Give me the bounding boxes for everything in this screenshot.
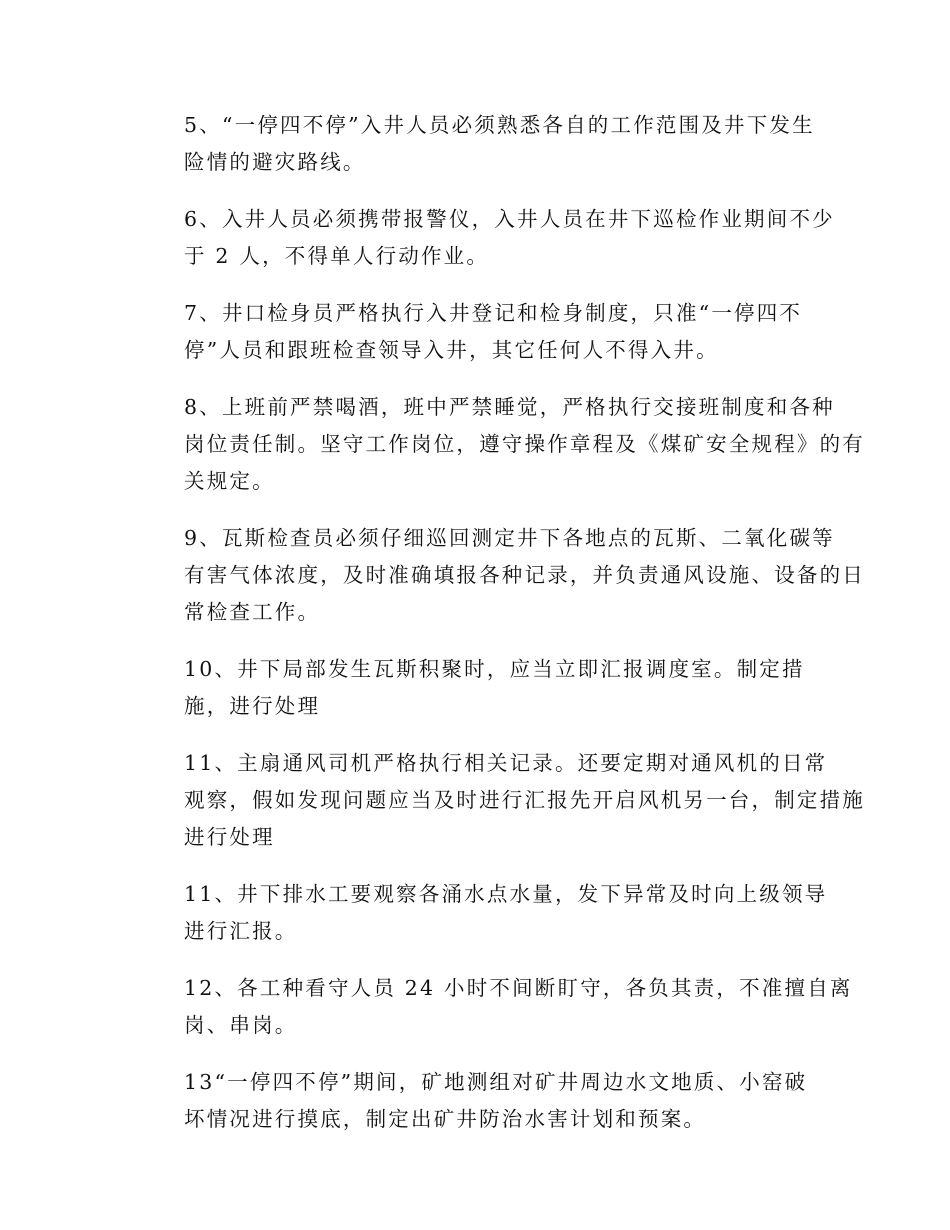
paragraph-line: 11、井下排水工要观察各涌水点水量，发下异常及时向上级领导 [184, 882, 828, 906]
paragraph-line: 岗位责任制。坚守工作岗位，遵守操作章程及《煤矿安全规程》的有 [184, 432, 865, 456]
paragraph-item-9 [140, 520, 865, 631]
paragraph-line: 有害气体浓度，及时准确填报各种记录，并负责通风设施、设备的日 [184, 563, 865, 587]
paragraph-line: 6、入井人员必须携带报警仪，入井人员在井下巡检作业期间不少 [184, 207, 835, 231]
paragraph-item-5 [140, 107, 815, 181]
paragraph-line: 5、“一停四不停”入井人员必须熟悉各自的工作范围及井下发生 [184, 113, 815, 137]
paragraph-item-11b [140, 876, 828, 950]
paragraph-line: 坏情况进行摸底，制定出矿井防治水害计划和预案。 [184, 1107, 707, 1131]
paragraph-item-12 [140, 970, 853, 1044]
paragraph-line: 8、上班前严禁喝酒，班中严禁睡觉，严格执行交接班制度和各种 [184, 395, 835, 419]
paragraph-item-10 [140, 651, 812, 725]
paragraph-line: 进行汇报。 [184, 919, 298, 943]
paragraph-line: 施，进行处理 [184, 694, 321, 718]
paragraph-line: 停”人员和跟班检查领导入井，其它任何人不得入井。 [184, 338, 719, 362]
paragraph-line: 观察，假如发现问题应当及时进行汇报先开启风机另一台，制定措施 [184, 788, 865, 812]
document-page [140, 107, 865, 1158]
paragraph-line: 11、主扇通风司机严格执行相关记录。还要定期对通风机的日常 [184, 751, 828, 775]
paragraph-line: 岗、串岗。 [184, 1013, 298, 1037]
paragraph-line: 于 2 人，不得单人行动作业。 [184, 244, 490, 268]
paragraph-line: 7、井口检身员严格执行入井登记和检身制度，只准“一停四不 [184, 301, 803, 325]
paragraph-line: 10、井下局部发生瓦斯积聚时，应当立即汇报调度室。制定措 [184, 657, 805, 681]
paragraph-line: 13“一停四不停”期间，矿地测组对矿井周边水文地质、小窑破 [184, 1070, 808, 1094]
paragraph-line: 险情的避灾路线。 [184, 150, 366, 174]
paragraph-line: 9、瓦斯检查员必须仔细巡回测定井下各地点的瓦斯、二氧化碳等 [184, 526, 835, 550]
paragraph-line: 12、各工种看守人员 24 小时不间断盯守，各负其责，不准擅自离 [184, 976, 853, 1000]
paragraph-item-8 [140, 389, 865, 500]
paragraph-line: 进行处理 [184, 825, 275, 849]
paragraph-item-7 [140, 295, 812, 369]
paragraph-line: 常检查工作。 [184, 600, 321, 624]
paragraph-item-11a [140, 745, 865, 856]
paragraph-line: 关规定。 [184, 469, 275, 493]
paragraph-item-13 [140, 1064, 812, 1138]
paragraph-item-6 [140, 201, 835, 275]
